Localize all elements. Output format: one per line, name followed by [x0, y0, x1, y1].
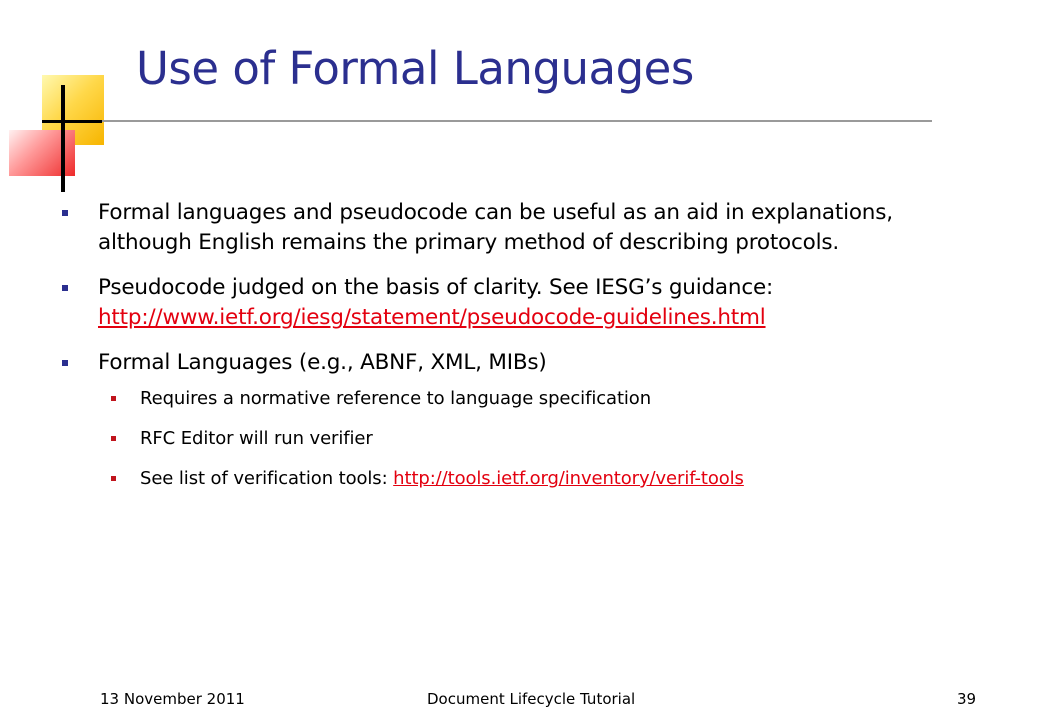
square-bullet-icon — [62, 360, 68, 366]
horizontal-rule-black — [42, 120, 102, 123]
square-bullet-icon — [111, 476, 116, 481]
bullet-text: Formal Languages (e.g., ABNF, XML, MIBs) — [98, 350, 547, 375]
pseudocode-guidelines-link[interactable]: http://www.ietf.org/iesg/statement/pseudocode-guidelines.html — [98, 305, 766, 330]
sub-bullet-text: See list of verification tools: — [140, 468, 394, 489]
square-bullet-icon — [62, 285, 68, 291]
verif-tools-link[interactable]: http://tools.ietf.org/inventory/verif-tools — [393, 468, 744, 489]
square-bullet-icon — [62, 210, 68, 216]
red-square-decoration — [9, 130, 75, 176]
slide-title: Use of Formal Languages — [136, 42, 694, 95]
sub-bullet-text: Requires a normative reference to language specification — [140, 388, 652, 409]
title-underline-rule — [102, 120, 932, 122]
sub-bullet-item — [60, 426, 980, 452]
footer-date: 13 November 2011 — [100, 690, 245, 708]
square-bullet-icon — [111, 396, 116, 401]
sub-bullet-item — [60, 386, 980, 412]
sub-bullet-item — [60, 466, 980, 492]
bullet-item — [60, 273, 980, 333]
footer-title: Document Lifecycle Tutorial — [427, 690, 636, 708]
bullet-item — [60, 198, 980, 258]
sub-bullet-text: RFC Editor will run verifier — [140, 428, 373, 449]
page-number: 39 — [957, 690, 977, 708]
slide-content — [60, 198, 980, 506]
square-bullet-icon — [111, 436, 116, 441]
bullet-text: Pseudocode judged on the basis of clarity. See IESG’s guidance: — [98, 275, 774, 300]
decorative-logo — [0, 0, 140, 200]
bullet-item — [60, 348, 980, 378]
vertical-rule-decoration — [61, 85, 65, 192]
bullet-text: Formal languages and pseudocode can be useful as an aid in explanations, although English remains the primary method of describing protocols. — [98, 200, 893, 255]
